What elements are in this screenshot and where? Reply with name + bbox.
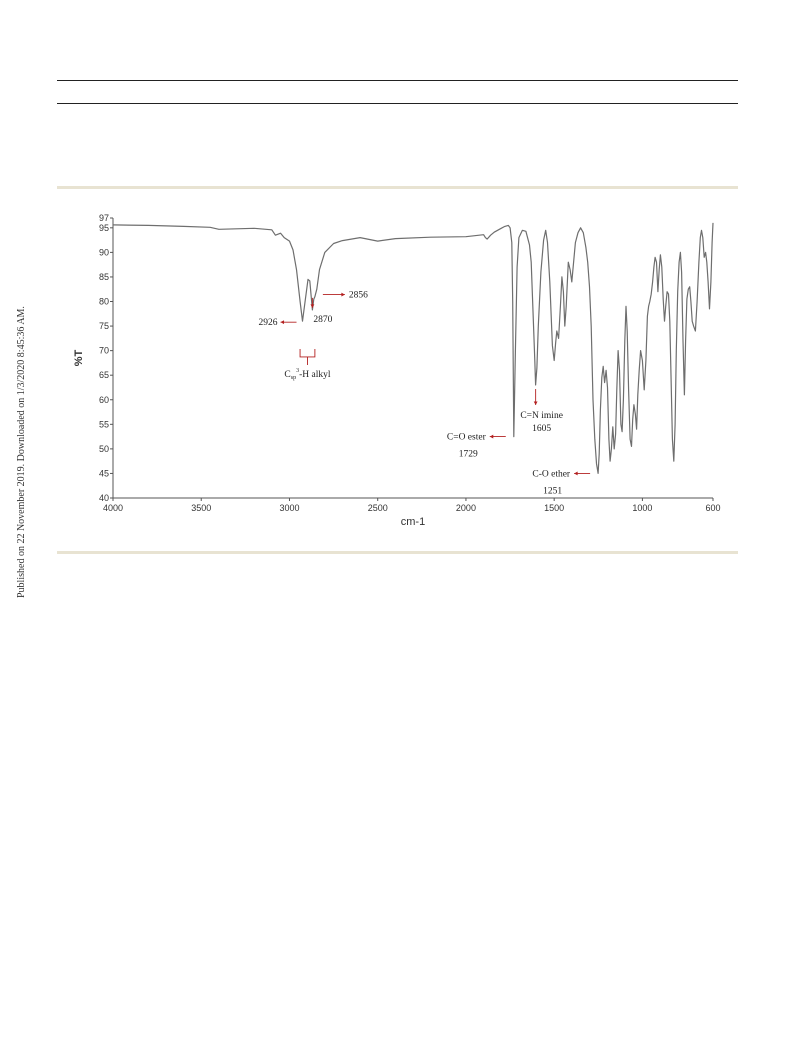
annotation-6-label: C-O ether [532,469,571,480]
annotation-0-label: 2926 [258,318,278,329]
y-tick-label-60: 60 [98,394,109,405]
second-rule [57,103,738,104]
annotation-1-label: 2870 [313,314,333,325]
annotation-6-value: 1251 [543,486,563,497]
chart-annotations [259,291,591,497]
x-tick-label-3000: 3000 [279,503,300,513]
top-rule [57,80,738,81]
x-tick-label-3500: 3500 [191,503,212,513]
annotation-5-head [534,402,538,406]
x-axis-label: cm-1 [400,516,426,528]
y-tick-label-80: 80 [98,296,109,307]
x-tick-label-600: 600 [705,503,721,513]
spectrum-line-0 [113,223,713,474]
y-tick-label-40: 40 [98,493,109,503]
annotation-4-label: C=O ester [446,432,486,443]
y-tick-label-97: 97 [98,213,109,223]
annotation-1-head [310,304,314,308]
x-tick-label-1500: 1500 [544,503,565,513]
publication-side-note [0,0,27,1039]
annotation-6-head [574,472,578,476]
x-tick-label-1000: 1000 [632,503,653,513]
annotation-5-value: 1605 [532,424,552,435]
chart-series [113,223,713,474]
y-tick-label-55: 55 [98,419,109,430]
y-tick-label-95: 95 [98,222,109,233]
side-note-text: Published on 22 November 2019. Downloaded on 1/3/2020 8:45:36 AM. [16,306,27,598]
annotation-5-label: C=N imine [520,411,563,422]
ir-spectrum-chart [60,200,730,540]
annotation-4-head [490,435,494,439]
y-tick-label-50: 50 [98,443,109,454]
annotation-2-label: 2856 [348,290,368,301]
y-tick-label-70: 70 [98,345,109,356]
y-axis-label: %T [73,349,85,367]
figure-bottom-border [57,551,738,554]
figure-top-border [57,186,738,189]
y-tick-label-65: 65 [98,370,109,381]
y-tick-label-45: 45 [98,468,109,479]
chart-axes [73,213,721,528]
x-tick-label-4000: 4000 [102,503,124,513]
y-tick-label-90: 90 [98,247,109,258]
annotation-3-bracket [300,349,315,365]
annotation-4-value: 1729 [458,449,478,460]
annotation-0-head [281,320,285,324]
y-tick-label-75: 75 [98,321,109,332]
annotation-2-head [341,293,345,297]
x-tick-label-2500: 2500 [367,503,388,513]
x-tick-label-2000: 2000 [455,503,476,513]
y-tick-label-85: 85 [98,271,109,282]
annotation-3-label: $C_{sp}^3-H$ alkyl [284,367,331,381]
